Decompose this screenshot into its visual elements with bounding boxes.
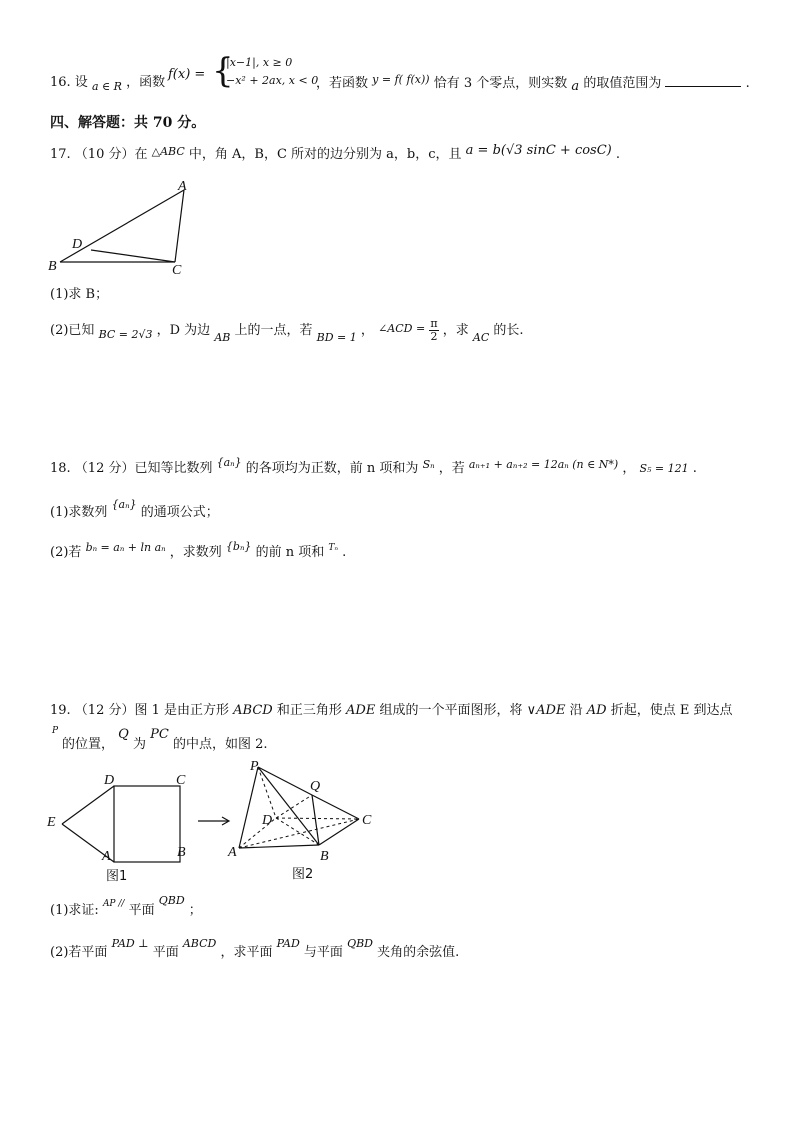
q19-p2-e: 夹角的余弦值. bbox=[377, 945, 460, 960]
q19-p2-pad: PAD ⊥ bbox=[111, 937, 149, 950]
q16-mid: ，若函数 bbox=[316, 76, 369, 91]
fig2-label-p: P bbox=[250, 760, 259, 774]
q17-head bbox=[50, 143, 621, 164]
q17-label-b: B bbox=[48, 259, 57, 274]
q19-figure2 bbox=[226, 760, 386, 890]
q19-line2 bbox=[62, 727, 268, 754]
q16-cond: a ∈ R bbox=[91, 80, 122, 93]
q18-head bbox=[50, 456, 697, 478]
q18-eq: aₙ₊₁ + aₙ₊₂ = 12aₙ (n ∈ N*) bbox=[468, 458, 619, 471]
fig2-label-b: B bbox=[320, 849, 329, 864]
fig2-label-q: Q bbox=[310, 779, 321, 794]
q17-p2-angle: ∠ACD = bbox=[378, 322, 426, 335]
q18-end: . bbox=[692, 461, 697, 476]
q17-p2-fraction bbox=[429, 318, 438, 343]
q18-head2: 的各项均为正数，前 n 项和为 bbox=[245, 461, 419, 476]
q18-p1-a: (1)求数列 bbox=[50, 505, 108, 520]
fig2-caption: 图2 bbox=[292, 867, 314, 882]
q19-p1-end: ； bbox=[188, 903, 202, 918]
q18-p2-tn: Tₙ bbox=[328, 543, 338, 553]
q16-num: 16. 设 bbox=[50, 75, 88, 90]
q17-tri: △ABC bbox=[151, 145, 185, 158]
q16-f-lhs: f(x) = bbox=[168, 67, 206, 82]
q16-line-b bbox=[316, 74, 750, 93]
q19-head5: 折起，使点 E 到达点 bbox=[610, 703, 733, 718]
q19-tri2: ∨ADE bbox=[526, 703, 566, 718]
q19-sq: ABCD bbox=[233, 703, 273, 718]
q19-line2a: 的位置， bbox=[62, 737, 115, 752]
fig1-label-e: E bbox=[47, 815, 56, 830]
q16-y-expr: y = f( f(x)) bbox=[372, 73, 430, 86]
q18-sn: Sₙ bbox=[422, 458, 435, 471]
q19-p1-b: 平面 bbox=[128, 903, 155, 918]
q16-line bbox=[50, 74, 165, 92]
q19-num: 19. （12 分）图 1 是由正方形 bbox=[50, 703, 230, 718]
q19-pc: PC bbox=[150, 727, 169, 742]
q17-p2-ab: AB bbox=[214, 331, 231, 344]
fig1-label-d: D bbox=[104, 773, 115, 788]
q18-p2-b: ，求数列 bbox=[169, 545, 222, 560]
q16-tail2: 的取值范围为 bbox=[583, 76, 662, 91]
q17-head2: 中，角 A，B，C 所对的边分别为 a，b，c，且 bbox=[188, 147, 462, 162]
q19-p2-pad2: PAD bbox=[276, 937, 300, 950]
q18-p1-b: 的通项公式； bbox=[140, 505, 219, 520]
q17-p2-c: 上的一点，若 bbox=[234, 323, 313, 338]
q18-head3: ，若 bbox=[438, 461, 465, 476]
q19-p2-qbd: QBD bbox=[347, 937, 373, 950]
q19-line2b: 为 bbox=[132, 737, 146, 752]
q19-p2-a: (2)若平面 bbox=[50, 945, 108, 960]
q16-end: . bbox=[745, 76, 750, 91]
q19-tri: ADE bbox=[346, 703, 376, 718]
q17-p2-bd: BD = 1 bbox=[316, 331, 357, 344]
q17-p2-comma: ， bbox=[360, 323, 374, 338]
section-title: 四、解答题：共 70 分。 bbox=[50, 115, 206, 131]
q19-p1-a: (1)求证: bbox=[50, 903, 99, 918]
q18-p2-eq: bₙ = aₙ + ln aₙ bbox=[85, 541, 166, 554]
q16-brace: { bbox=[212, 51, 234, 91]
q17-p1: (1)求 B； bbox=[50, 287, 109, 302]
q16-answer-blank[interactable] bbox=[665, 74, 741, 87]
q19-p2-abcd: ABCD bbox=[182, 937, 217, 950]
fig2-label-d: D bbox=[262, 813, 273, 828]
q19-figure1 bbox=[44, 772, 204, 902]
q18-p2-a: (2)若 bbox=[50, 545, 82, 560]
q18-p2-c: 的前 n 项和 bbox=[255, 545, 325, 560]
q16-case1: |x−1|, x ≥ 0 bbox=[226, 56, 293, 69]
q18-s5: S₅ = 121 bbox=[639, 462, 689, 475]
q19-p2-c: ，求平面 bbox=[220, 945, 273, 960]
q18-p2-end: . bbox=[342, 545, 347, 560]
q18-p1 bbox=[50, 498, 219, 522]
q19-line2c: 的中点，如图 2. bbox=[172, 737, 268, 752]
fig1-label-b: B bbox=[177, 845, 186, 860]
q16-case2: −x² + 2ax, x < 0 bbox=[226, 74, 319, 87]
fig1-label-c: C bbox=[176, 773, 186, 788]
q19-head4: 沿 bbox=[569, 703, 583, 718]
fig2-label-a: A bbox=[228, 845, 237, 860]
q17-eq: a = b(√3 sinC + cosC) bbox=[465, 143, 612, 158]
q17-p2 bbox=[50, 318, 524, 343]
q16-a-var: a bbox=[571, 79, 580, 94]
q18-p2-seq: {bₙ} bbox=[225, 540, 252, 553]
q19-p1 bbox=[50, 894, 202, 921]
q17-p2-ac: AC bbox=[472, 331, 490, 344]
q18-p1-seq: {aₙ} bbox=[111, 498, 137, 511]
q17-p2-bc: BC = 2√3 bbox=[98, 328, 153, 341]
q17-p2-d: ，求 bbox=[442, 323, 469, 338]
q17-num: 17. （10 分）在 bbox=[50, 147, 148, 162]
q19-p1-qbd: QBD bbox=[158, 894, 185, 907]
q19-head2: 和正三角形 bbox=[276, 703, 342, 718]
q17-p2-two: 2 bbox=[430, 330, 438, 343]
q17-p2-b: ，D 为边 bbox=[156, 323, 211, 338]
q19-p2-d: 与平面 bbox=[303, 945, 343, 960]
q19-p2-b: 平面 bbox=[152, 945, 179, 960]
q16-tail: 恰有 3 个零点，则实数 bbox=[433, 76, 568, 91]
q18-comma: ， bbox=[622, 461, 636, 476]
q17-p2-pi: π bbox=[430, 317, 438, 330]
q18-seq: {aₙ} bbox=[216, 456, 242, 469]
q19-head bbox=[50, 702, 732, 720]
q17-p2-a: (2)已知 bbox=[50, 323, 95, 338]
q19-p: P bbox=[52, 726, 59, 736]
q17-p2-e: 的长. bbox=[493, 323, 524, 338]
q16-func-word: ，函数 bbox=[126, 75, 166, 90]
q19-p1-ap: AP // bbox=[102, 899, 125, 909]
q17-label-a: A bbox=[178, 179, 187, 194]
q18-num: 18. （12 分）已知等比数列 bbox=[50, 461, 213, 476]
q18-p2 bbox=[50, 540, 347, 563]
q17-label-c: C bbox=[172, 263, 182, 278]
q19-p2 bbox=[50, 937, 460, 962]
fig1-caption: 图1 bbox=[106, 869, 128, 884]
q17-triangle-figure bbox=[44, 178, 204, 278]
q17-label-d: D bbox=[72, 237, 83, 252]
q19-ad: AD bbox=[586, 703, 607, 718]
fig1-label-a: A bbox=[102, 849, 111, 864]
q17-end: . bbox=[615, 147, 621, 162]
q19-q: Q bbox=[118, 727, 129, 742]
q19-head3: 组成的一个平面图形，将 bbox=[379, 703, 523, 718]
fig2-label-c: C bbox=[362, 813, 372, 828]
